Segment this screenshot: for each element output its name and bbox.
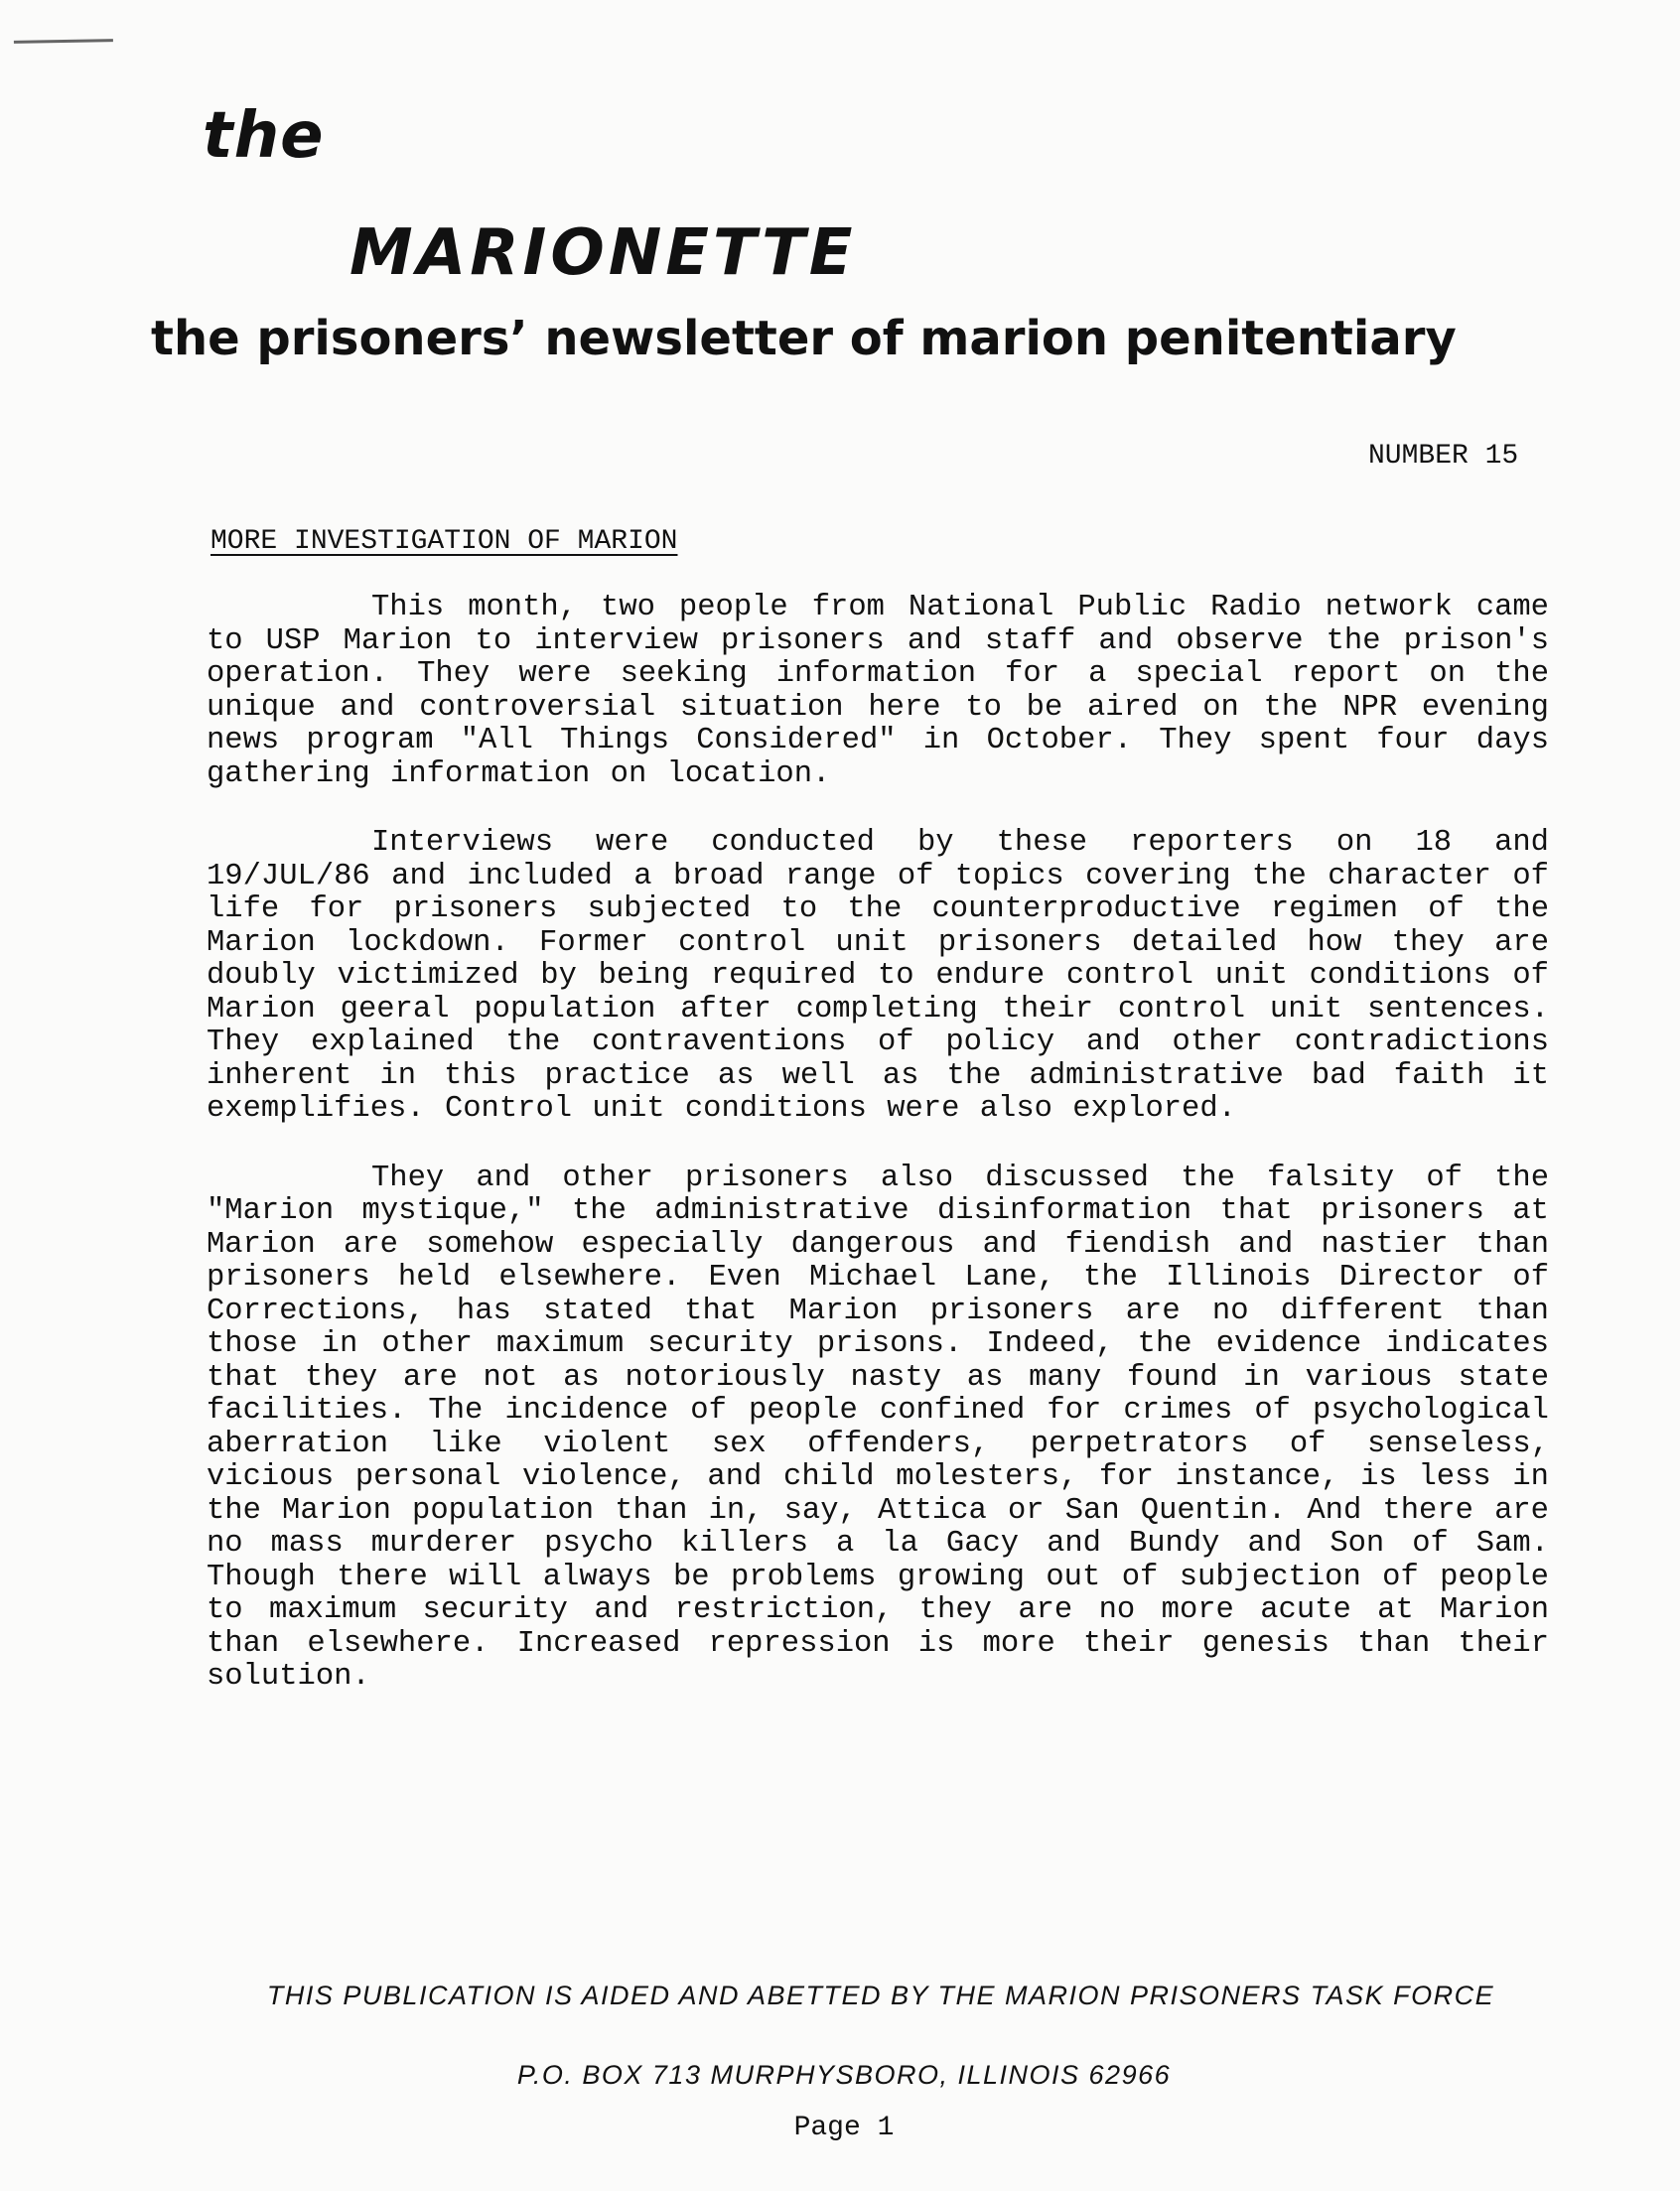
masthead-title: MARIONETTE — [350, 216, 857, 290]
masthead-subtitle: the prisoners’ newsletter of marion penitentiary — [151, 311, 1457, 366]
footer-address: P.O. BOX 713 MURPHYSBORO, ILLINOIS 62966 — [516, 2060, 1172, 2090]
footer-credit: THIS PUBLICATION IS AIDED AND ABETTED BY THE MARION PRISONERS TASK FORCE — [266, 1981, 1495, 2010]
page-number: Page 1 — [793, 2113, 895, 2143]
article-paragraph: This month, two people from National Public Radio network came to USP Marion to interview prisoners and staff and observe the prison's operation. They were seeking information for a special report on the unique and controversial situation here to be aired on the NPR evening news program "All Things Considered" in October. They spent four days gathering information on location. — [207, 591, 1549, 791]
article-body — [207, 592, 1549, 1730]
masthead-the: the — [203, 99, 325, 173]
article-heading: MORE INVESTIGATION OF MARION — [210, 526, 678, 557]
scan-mark — [14, 39, 113, 54]
article-paragraph: Interviews were conducted by these reporters on 18 and 19/JUL/86 and included a broad range of topics covering the character of life for prisoners subjected to the counterproductive regimen of the Marion lockdown. Former control unit prisoners detailed how they are doubly victimized by being required to endure control unit conditions of Marion geeral population after completing their control unit sentences. They explained the contraventions of policy and other contradictions inherent in this practice as well as the administrative bad faith it exemplifies. Control unit conditions were also explored. — [207, 826, 1549, 1126]
issue-number: NUMBER 15 — [1368, 441, 1519, 472]
article-paragraph: They and other prisoners also discussed the falsity of the "Marion mystique," the administrative disinformation that prisoners at Marion are somehow especially dangerous and fiendish and nastier than prisoners held elsewhere. Even Michael Lane, the Illinois Director of Corrections, has stated that Marion prisoners are no different than those in other maximum security prisons. Indeed, the evidence indicates that they are not as notoriously nasty as many found in various state facilities. The incidence of people confined for crimes of psychological aberration like violent sex offenders, perpetrators of senseless, vicious personal violence, and child molesters, for instance, is less in the Marion population than in, say, Attica or San Quentin. And there are no mass murderer psycho killers a la Gacy and Bundy and Son of Sam. Though there will always be problems growing out of subjection of people to maximum security and restriction, they are no more acute at Marion than elsewhere. Increased repression is more their genesis than their solution. — [207, 1161, 1549, 1694]
